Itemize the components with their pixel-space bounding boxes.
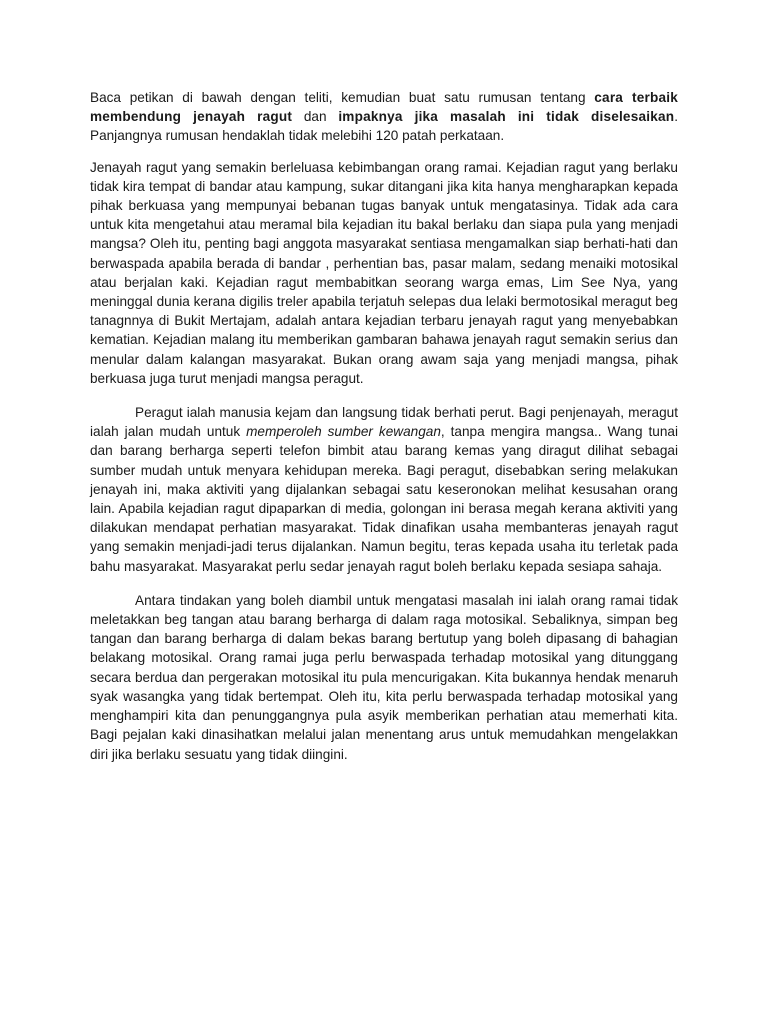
- instruction-bold-topic1: cara terbaik membendung jenayah ragut: [90, 90, 678, 125]
- paragraph-2: [90, 403, 678, 576]
- instruction-text: [90, 88, 678, 146]
- paragraph-1: Jenayah ragut yang semakin berleluasa kebimbangan orang ramai. Kejadian ragut yang berlaku tidak kira tempat di bandar atau kampung, sukar ditangani jika kita hanya mengharapkan kepada pihak berkuasa yang mempunyai bebanan tugas banyak untuk mengatasinya. Tidak ada cara untuk kita mengetahui atau meramal bila kejadian itu bakal berlaku dan siapa pula yang menjadi mangsa? Oleh itu, penting bagi anggota masyarakat sentiasa mengamalkan siap berhati-hati dan berwaspada apabila berada di bandar , perhentian bas, pasar malam, sedang menaiki motosikal atau berjalan kaki. Kejadian ragut membabitkan seorang warga emas, Lim See Nya, yang meninggal dunia kerana digilis treler apabila terjatuh selepas dua lelaki bermotosikal meragut beg tanagnnya di Bukit Mertajam, adalah antara kejadian terbaru jenayah ragut yang menyebabkan kematian. Kejadian malang itu memberikan gambaran bahawa jenayah ragut semakin serius dan menular dalam kalangan masyarakat. Bukan orang awam saja yang menjadi mangsa, pihak berkuasa juga turut menjadi mangsa peragut.: [90, 159, 678, 386]
- instruction-part3: . Panjangnya rumusan hendaklah tidak melebihi 120 patah perkataan.: [90, 109, 678, 144]
- instruction-bold-topic2: impaknya jika masalah ini tidak diselesaikan: [338, 109, 675, 125]
- instruction-part1: Baca petikan di bawah dengan teliti, kemudian buat satu rumusan tentang: [90, 90, 595, 105]
- paragraph-2-italic: memperoleh sumber kewangan: [246, 424, 441, 440]
- paragraph-2-part-a: Peragut ialah manusia kejam dan langsung tidak berhati perut. Bagi penjenayah, meragut ialah jalan mudah untuk: [90, 405, 678, 440]
- instruction-part2: dan: [292, 109, 339, 125]
- paragraph-2-part-b: , tanpa mengira mangsa.. Wang tunai dan barang berharga seperti telefon bimbit atau barang kemas yang diragut dilihat sebagai sumber mudah untuk menyara kehidupan mereka. Bagi peragut, disebabkan sering melakukan jenayah ini, maka aktiviti yang dijalankan sebagai satu keseronokan melihat kesusahan orang lain. Apabila kejadian ragut dipaparkan di media, golongan ini berasa megah kerana aktiviti yang dilakukan mendapat perhatian masyarakat. Tidak dinafikan usaha membanteras jenayah ragut yang semakin menjadi-jadi terus dijalankan. Namun begitu, teras kepada usaha itu terletak pada bahu masyarakat. Masyarakat perlu sedar jenayah ragut boleh berlaku kepada sesiapa sahaja.: [90, 424, 678, 574]
- paragraph-3: Antara tindakan yang boleh diambil untuk mengatasi masalah ini ialah orang ramai tidak meletakkan beg tangan atau barang berharga di dalam raga motosikal. Sebaliknya, simpan beg tangan dan barang berharga di dalam bekas barang bertutup yang boleh dipasang di bahagian belakang motosikal. Orang ramai juga perlu berwaspada terhadap motosikal yang ditunggang secara berdua dan pergerakan motosikal itu pula mencurigakan. Kita bukannya hendak menaruh syak wasangka yang tidak bertempat. Oleh itu, kita perlu berwaspada terhadap motosikal yang menghampiri kita dan penunggangnya pula asyik memberikan perhatian atau memerhati kita. Bagi pejalan kaki dinasihatkan melalui jalan menentang arus untuk memudahkan mengelakkan diri jika berlaku sesuatu yang tidak diingini.: [90, 592, 678, 762]
